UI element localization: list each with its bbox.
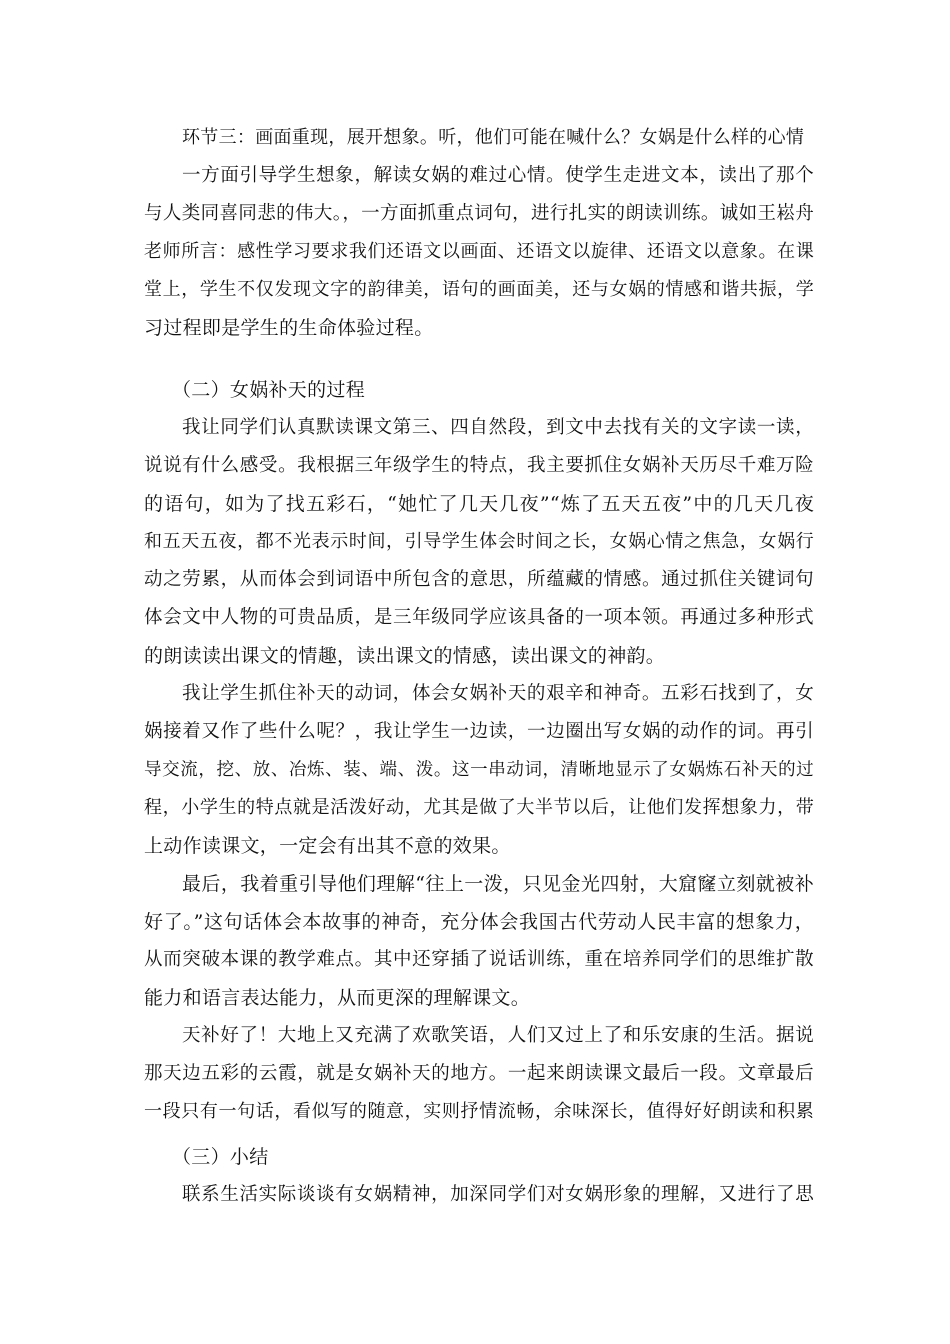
- paragraph-line: 那天边五彩的云霞，就是女娲补天的地方。一起来朗读课文最后一段。文章最后: [144, 1063, 814, 1084]
- paragraph-line: 天补好了！大地上又充满了欢歌笑语，人们又过上了和乐安康的生活。据说: [182, 1025, 814, 1046]
- section-two-paragraph-2: [144, 675, 814, 865]
- paragraph-line: 我让同学们认真默读课文第三、四自然段，到文中去找有关的文字读一读，: [182, 417, 814, 438]
- paragraph-line: 上动作读课文，一定会有出其不意的效果。: [144, 835, 511, 857]
- paragraph-line: 的语句，如为了找五彩石，“她忙了几天几夜”“炼了五天五夜”中的几天几夜: [144, 493, 814, 515]
- intro-first-line: 环节三：画面重现，展开想象。听，他们可能在喊什么？女娲是什么样的心情: [182, 127, 805, 148]
- paragraph-line: 的朗读读出课文的情趣，读出课文的情感，读出课文的神韵。: [144, 645, 666, 667]
- section-three-paragraph-1: [144, 1176, 814, 1214]
- paragraph-line: 联系生活实际谈谈有女娲精神，加深同学们对女娲形象的理解，又进行了思: [182, 1184, 814, 1205]
- paragraph-line: 程，小学生的特点就是活泼好动，尤其是做了大半节以后，让他们发挥想象力，带: [144, 797, 814, 818]
- paragraph-line: 老师所言：感性学习要求我们还语文以画面、还语文以旋律、还语文以意象。在课: [144, 241, 814, 262]
- paragraph-line: 与人类同喜同悲的伟大。，一方面抓重点词句，进行扎实的朗读训练。诚如王崧舟: [144, 203, 814, 224]
- section-three-heading: [144, 1138, 814, 1176]
- paragraph-line: 我让学生抓住补天的动词，体会女娲补天的艰辛和神奇。五彩石找到了，女: [182, 683, 814, 704]
- paragraph-line: 习过程即是学生的生命体验过程。: [144, 317, 434, 339]
- paragraph-line: 体会文中人物的可贵品质，是三年级同学应该具备的一项本领。再通过多种形式: [144, 607, 814, 628]
- paragraph-line: 堂上，学生不仅发现文字的韵律美，语句的画面美，还与女娲的情感和谐共振，学: [144, 279, 814, 300]
- paragraph-line: 说说有什么感受。我根据三年级学生的特点，我主要抓住女娲补天历尽千难万险: [144, 455, 814, 476]
- section-two-paragraph-1: [144, 409, 814, 675]
- section-two-paragraph-4: [144, 1017, 814, 1131]
- intro-paragraph: [144, 119, 814, 347]
- section-two-paragraph-3: [144, 865, 814, 1017]
- paragraph-line: 一方面引导学生想象，解读女娲的难过心情。使学生走进文本，读出了那个: [182, 165, 814, 186]
- section-heading: （二）女娲补天的过程: [172, 379, 366, 401]
- paragraph-line: 一段只有一句话，看似写的随意，实则抒情流畅，余味深长，值得好好朗读和积累: [144, 1101, 814, 1122]
- paragraph-line: 最后，我着重引导他们理解“往上一泼，只见金光四射，大窟窿立刻就被补: [182, 873, 814, 895]
- paragraph-line: 能力和语言表达能力，从而更深的理解课文。: [144, 987, 531, 1009]
- paragraph-line: 动之劳累，从而体会到词语中所包含的意思，所蕴藏的情感。通过抓住关键词句: [144, 569, 814, 590]
- paragraph-line: 和五天五夜，都不光表示时间，引导学生体会时间之长，女娲心情之焦急，女娲行: [144, 531, 814, 552]
- paragraph-line: 从而突破本课的教学难点。其中还穿插了说话训练，重在培养同学们的思维扩散: [144, 949, 814, 970]
- paragraph-line: 导交流，挖、放、冶炼、装、端、泼。这一串动词，清晰地显示了女娲炼石补天的过: [144, 760, 814, 780]
- section-heading: （三）小结: [172, 1146, 269, 1168]
- section-two-heading: [144, 371, 814, 409]
- paragraph-line: 娲接着又作了些什么呢？，我让学生一边读，一边圈出写女娲的动作的词。再引: [144, 721, 814, 742]
- paragraph-line: 好了。”这句话体会本故事的神奇，充分体会我国古代劳动人民丰富的想象力，: [144, 911, 814, 933]
